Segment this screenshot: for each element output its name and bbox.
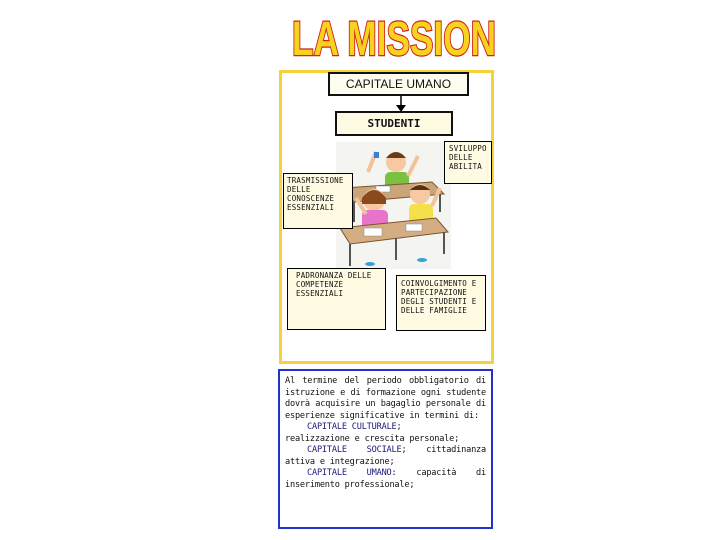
down-arrow-icon — [394, 96, 408, 112]
capitale-umano-label: CAPITALE UMANO — [307, 468, 392, 478]
sviluppo-abilita-box: SVILUPPO DELLE ABILITA — [444, 141, 492, 184]
sociale-line — [285, 445, 486, 468]
culturale-line — [285, 422, 486, 434]
culturale-detail: realizzazione e crescita personale; — [285, 433, 460, 444]
title-banner — [288, 8, 500, 64]
umano-rest: : capacità di inserimento professionale; — [285, 468, 486, 490]
trasmissione-conoscenze-box: TRASMISSIONE DELLE CONOSCENZE ESSENZIALI — [283, 173, 353, 229]
title-text: LA MISSION — [292, 13, 496, 66]
description-intro: Al termine del periodo obbligatorio di istruzione e di formazione ogni studente dovrà acquisire un bagaglio personale di esperienze significative in termini di: — [285, 376, 486, 421]
capitale-culturale-label: CAPITALE CULTURALE — [307, 422, 397, 432]
studenti-box: STUDENTI — [335, 111, 453, 136]
coinvolgimento-box: COINVOLGIMENTO E PARTECIPAZIONE DEGLI STUDENTI E DELLE FAMIGLIE — [396, 275, 486, 331]
padronanza-competenze-box: PADRONANZA DELLE COMPETENZE ESSENZIALI — [287, 268, 386, 330]
culturale-rest: ; — [396, 422, 402, 432]
description-box — [278, 369, 493, 529]
students-illustration — [336, 142, 451, 269]
capitale-umano-box: CAPITALE UMANO — [328, 72, 469, 96]
umano-line — [285, 468, 486, 491]
sociale-rest: ; cittadinanza attiva e integrazione; — [285, 445, 486, 467]
capitale-sociale-label: CAPITALE SOCIALE — [307, 445, 402, 455]
